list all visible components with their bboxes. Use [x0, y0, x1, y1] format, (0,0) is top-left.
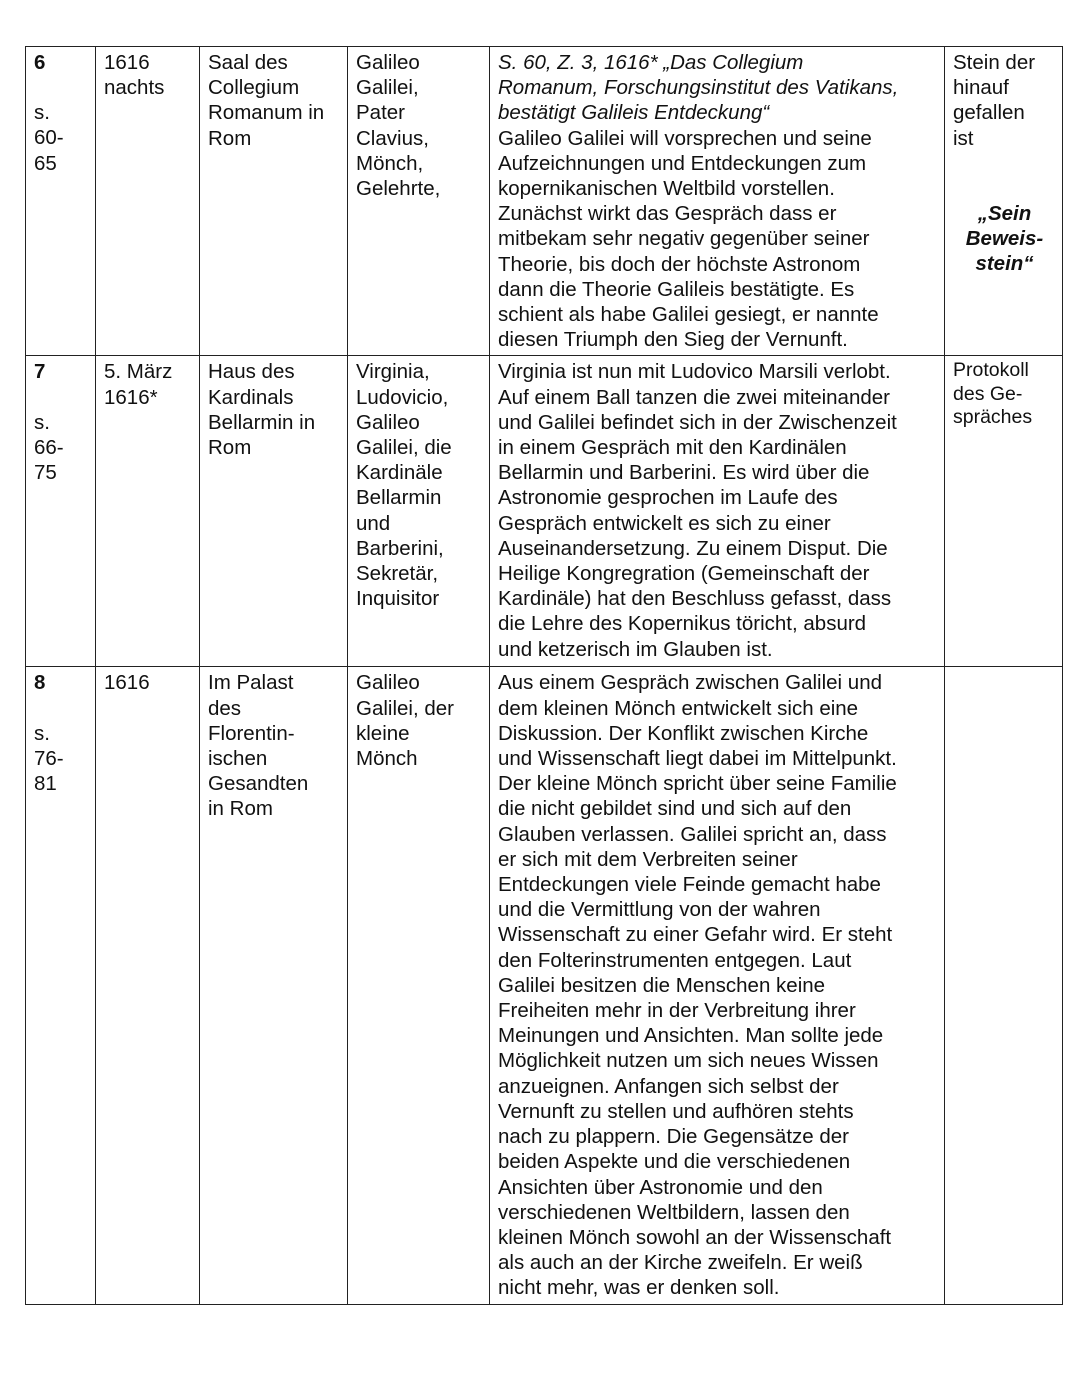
- scene-persons-line: Kardinäle: [356, 461, 443, 485]
- scene-persons-line: Ludovicio,: [356, 385, 449, 409]
- scene-content-line: die nicht gebildet sind und sich auf den: [498, 797, 852, 821]
- scene-persons-line: Sekretär,: [356, 562, 439, 586]
- scene-content-line: als auch an der Kirche zweifeln. Er weiß: [498, 1251, 863, 1275]
- scene-content-line: Galilei besitzen die Menschen keine: [498, 973, 826, 997]
- scene-place-cell: [200, 356, 348, 667]
- scene-content-line: Ansichten über Astronomie und den: [498, 1175, 823, 1199]
- scene-persons-line: Virginia,: [356, 360, 430, 384]
- scene-quote-line: Romanum, Forschungsinstitut des Vatikans,: [498, 76, 899, 100]
- scene-content-line: Vernunft zu stellen und aufhören stehts: [498, 1099, 854, 1123]
- scene-time-line: 5. März: [104, 360, 173, 384]
- scene-pages-line: 81: [34, 772, 57, 796]
- scene-persons-line: kleine: [356, 721, 410, 745]
- scene-symbol-quote-line: Beweis-: [965, 227, 1044, 251]
- scene-symbol-line: Stein der: [953, 51, 1036, 74]
- scene-content-line: schient als habe Galilei gesiegt, er nannte: [498, 303, 879, 327]
- scene-symbol-cell: [945, 47, 1063, 356]
- scene-symbol-line: ist: [953, 126, 974, 150]
- scene-number-cell: [26, 47, 96, 356]
- scene-place-line: ischen: [208, 747, 268, 771]
- scene-persons-line: Barberini,: [356, 536, 444, 560]
- scene-content-line: Meinungen und Ansichten. Man sollte jede: [498, 1024, 884, 1048]
- scene-content-line: Entdeckungen viele Feinde gemacht habe: [498, 873, 881, 897]
- scene-symbol-line: hinauf: [953, 76, 1009, 100]
- scene-content-line: Zunächst wirkt das Gespräch dass er: [498, 202, 837, 226]
- scene-number: 8: [34, 671, 46, 695]
- scene-content-line: Freiheiten mehr in der Verbreitung ihrer: [498, 999, 856, 1023]
- scene-content-line: und Wissenschaft liegt dabei im Mittelpunkt.: [498, 747, 897, 771]
- scene-content-line: kleinen Mönch sowohl an der Wissenschaft: [498, 1225, 892, 1249]
- scene-time-line: 1616: [104, 671, 150, 695]
- scene-place-line: in Rom: [208, 797, 273, 821]
- scene-place-line: Haus des: [208, 360, 295, 384]
- scene-persons-line: Pater: [356, 101, 405, 125]
- scene-content-cell: [490, 356, 945, 667]
- scene-pages-line: 76-: [34, 746, 64, 770]
- scene-content-line: Diskussion. Der Konflikt zwischen Kirche: [498, 721, 869, 745]
- scene-place-line: Collegium: [208, 76, 300, 100]
- scene-persons-cell: [348, 667, 490, 1304]
- scene-persons-line: Clavius,: [356, 126, 429, 150]
- scene-symbol-line: spräches: [953, 406, 1033, 429]
- scene-persons-line: Galileo: [356, 410, 420, 434]
- scene-pages-line: s.: [34, 721, 50, 745]
- scene-content-line: Der kleine Mönch spricht über seine Familie: [498, 772, 897, 796]
- scene-persons-line: Galileo: [356, 671, 420, 695]
- scene-pages-line: 66-: [34, 435, 64, 459]
- scene-symbol-quote: [953, 201, 1056, 277]
- scene-symbol-cell: [945, 667, 1063, 1304]
- scene-place-line: Gesandten: [208, 772, 309, 796]
- scene-persons-line: Bellarmin: [356, 486, 442, 510]
- scene-pages-line: 60-: [34, 126, 64, 150]
- table-row: [26, 356, 1063, 667]
- scene-place-line: Saal des: [208, 51, 288, 74]
- scene-place-cell: [200, 667, 348, 1304]
- scene-pages-line: s.: [34, 101, 50, 125]
- scene-pages-line: s.: [34, 410, 50, 434]
- scene-content-line: dem kleinen Mönch entwickelt sich eine: [498, 696, 859, 720]
- scene-content-line: Astronomie gesprochen im Laufe des: [498, 486, 838, 510]
- scene-time-line: 1616*: [104, 385, 158, 409]
- scene-persons-cell: [348, 356, 490, 667]
- scene-content-line: kopernikanischen Weltbild vorstellen.: [498, 177, 835, 201]
- scene-content-line: anzueignen. Anfangen sich selbst der: [498, 1074, 839, 1098]
- scene-number: 7: [34, 360, 46, 384]
- scene-place-line: Rom: [208, 436, 252, 460]
- scene-place-line: Romanum in: [208, 101, 325, 125]
- scene-time-cell: [96, 356, 200, 667]
- scene-persons-line: Galilei,: [356, 76, 419, 100]
- scene-content-line: Wissenschaft zu einer Gefahr wird. Er steht: [498, 923, 893, 947]
- scene-quote-line: bestätigt Galileis Entdeckung“: [498, 101, 770, 125]
- scene-number-cell: [26, 356, 96, 667]
- table-row: [26, 47, 1063, 356]
- scene-content-line: Bellarmin und Barberini. Es wird über die: [498, 461, 870, 485]
- scene-content-line: dann die Theorie Galileis bestätigte. Es: [498, 277, 855, 301]
- scene-content-line: Galileo Galilei will vorsprechen und seine: [498, 126, 872, 150]
- scene-place-line: Rom: [208, 126, 252, 150]
- scene-content-line: und Galilei befindet sich in der Zwischenzeit: [498, 410, 897, 434]
- scene-persons-line: Galilei, der: [356, 696, 454, 720]
- scene-content-line: Heilige Kongregration (Gemeinschaft der: [498, 562, 870, 586]
- scene-content-line: beiden Aspekte und die verschiedenen: [498, 1150, 851, 1174]
- scene-content-line: nicht mehr, was er denken soll.: [498, 1276, 780, 1300]
- scene-persons-line: Inquisitor: [356, 587, 440, 611]
- scene-content-line: und die Vermittlung von der wahren: [498, 898, 821, 922]
- scene-persons-line: Gelehrte,: [356, 177, 441, 201]
- scene-content-line: verschiedenen Weltbildern, lassen den: [498, 1200, 850, 1224]
- scene-number: 6: [34, 51, 46, 74]
- scene-symbol-line: gefallen: [953, 101, 1025, 125]
- scene-symbol-quote-line: stein“: [975, 252, 1034, 276]
- scene-content-line: und ketzerisch im Glauben ist.: [498, 637, 773, 661]
- scene-time-cell: [96, 667, 200, 1304]
- scene-persons-line: Galileo: [356, 51, 420, 74]
- scene-content-cell: [490, 47, 945, 356]
- scene-time-line: 1616: [104, 51, 150, 74]
- scene-time-cell: [96, 47, 200, 356]
- scene-pages-line: 75: [34, 461, 57, 485]
- scene-content-cell: [490, 667, 945, 1304]
- scene-number-cell: [26, 667, 96, 1304]
- scene-content-line: diesen Triumph den Sieg der Vernunft.: [498, 328, 848, 352]
- scene-content-line: Aus einem Gespräch zwischen Galilei und: [498, 671, 882, 695]
- scene-quote-line: S. 60, Z. 3, 1616* „Das Collegium: [498, 51, 804, 74]
- scene-symbol-cell: [945, 356, 1063, 667]
- scene-place-line: Bellarmin in: [208, 410, 316, 434]
- scene-place-cell: [200, 47, 348, 356]
- scene-pages: [34, 100, 89, 176]
- scene-content-line: Aufzeichnungen und Entdeckungen zum: [498, 151, 867, 175]
- scene-content-line: die Lehre des Kopernikus töricht, absurd: [498, 612, 867, 636]
- scene-persons-line: und: [356, 511, 391, 535]
- scene-symbol-quote-line: „Sein: [977, 201, 1032, 225]
- scene-pages: [34, 410, 89, 486]
- scene-content-line: in einem Gespräch mit den Kardinälen: [498, 436, 847, 460]
- scene-place-line: Im Palast: [208, 671, 294, 695]
- scene-content-line: Kardinäle) hat den Beschluss gefasst, dass: [498, 587, 892, 611]
- scene-persons-line: Mönch: [356, 747, 418, 771]
- scene-symbol-line: Protokoll: [953, 359, 1029, 382]
- scene-content-line: nach zu plappern. Die Gegensätze der: [498, 1125, 850, 1149]
- scene-content-line: Theorie, bis doch der höchste Astronom: [498, 252, 861, 276]
- scene-content-line: Gespräch entwickelt es sich zu einer: [498, 511, 831, 535]
- scene-content-line: Möglichkeit nutzen um sich neues Wissen: [498, 1049, 879, 1073]
- scene-content-line: Auseinandersetzung. Zu einem Disput. Die: [498, 536, 888, 560]
- scene-table: [25, 46, 1063, 1305]
- scene-content-line: Virginia ist nun mit Ludovico Marsili verlobt.: [498, 360, 891, 384]
- scene-content-line: den Folterinstrumenten entgegen. Laut: [498, 948, 852, 972]
- scene-pages-line: 65: [34, 151, 57, 175]
- table-row: [26, 667, 1063, 1304]
- scene-content-line: mitbekam sehr negativ gegenüber seiner: [498, 227, 870, 251]
- scene-persons-line: Galilei, die: [356, 436, 452, 460]
- scene-time-line: nachts: [104, 76, 165, 100]
- scene-persons-line: Mönch,: [356, 151, 424, 175]
- scene-persons-cell: [348, 47, 490, 356]
- scene-pages: [34, 721, 89, 797]
- scene-content-line: er sich mit dem Verbreiten seiner: [498, 847, 798, 871]
- scene-place-line: des: [208, 696, 242, 720]
- scene-content-line: Glauben verlassen. Galilei spricht an, dass: [498, 822, 887, 846]
- scene-content-line: Auf einem Ball tanzen die zwei miteinander: [498, 385, 890, 409]
- scene-place-line: Florentin-: [208, 721, 295, 745]
- scene-table-body: [26, 47, 1063, 1305]
- scene-symbol-line: des Ge-: [953, 382, 1023, 405]
- scene-place-line: Kardinals: [208, 385, 294, 409]
